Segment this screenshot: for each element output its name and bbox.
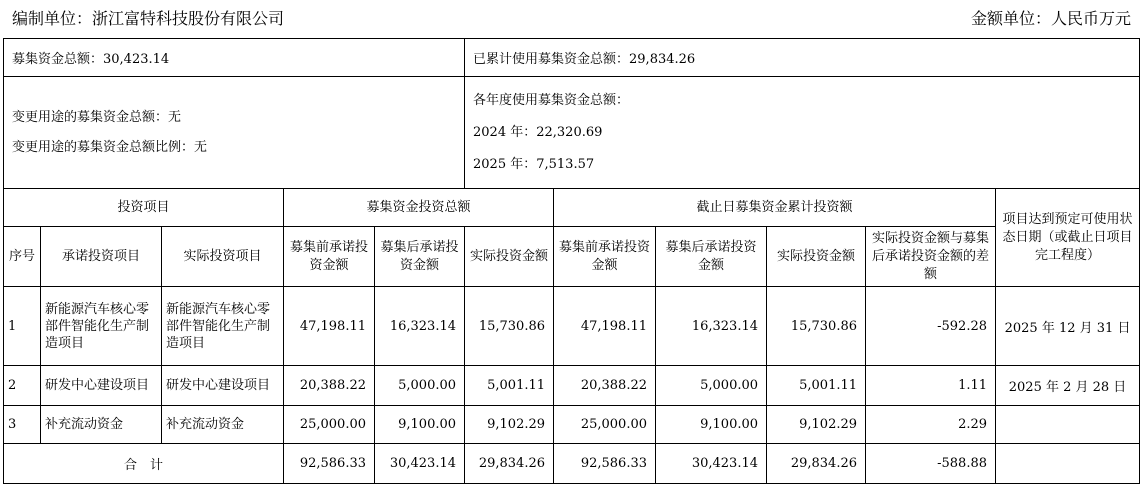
committed-project-header: 承诺投资项目 — [41, 227, 162, 287]
actual-amount-header-2: 实际投资金额 — [767, 227, 866, 287]
fund-usage-table — [3, 38, 1140, 484]
changed-use-amount: 变更用途的募集资金总额：无 — [12, 109, 182, 125]
total-completion-date — [996, 444, 1140, 484]
total-raised: 募集资金总额：30,423.14 — [12, 52, 170, 67]
project-group-header: 投资项目 — [4, 189, 284, 227]
post-committed-cell-2: 9,100.00 — [656, 406, 767, 444]
pre-committed-cell-2: 20,388.22 — [554, 366, 656, 406]
changed-use-ratio: 变更用途的募集资金总额比例：无 — [12, 139, 208, 155]
total-used: 已累计使用募集资金总额：29,834.26 — [473, 52, 696, 67]
changed-use-cell — [4, 77, 465, 189]
total-row — [4, 444, 1140, 484]
total-label: 合 计 — [4, 444, 284, 484]
actual-amount-cell-2: 15,730.86 — [767, 287, 866, 366]
preparer-unit: 编制单位：浙江富特科技股份有限公司 — [12, 9, 285, 28]
table-row — [4, 287, 1140, 366]
pre-committed-cell: 20,388.22 — [284, 366, 375, 406]
total-pre-committed-2: 92,586.33 — [554, 444, 656, 484]
pre-committed-cell: 25,000.00 — [284, 406, 375, 444]
completion-date-cell: 2025 年 2 月 28 日 — [996, 366, 1140, 406]
difference-cell: 2.29 — [866, 406, 996, 444]
pre-committed-cell-2: 47,198.11 — [554, 287, 656, 366]
currency-unit: 金额单位：人民币万元 — [970, 9, 1131, 28]
seq-header: 序号 — [4, 227, 41, 287]
actual-amount-header: 实际投资金额 — [465, 227, 554, 287]
pre-committed-header-2: 募集前承诺投资金额 — [554, 227, 656, 287]
committed-project-cell: 研发中心建设项目 — [41, 366, 162, 406]
seq-cell: 3 — [4, 406, 41, 444]
actual-project-cell: 补充流动资金 — [162, 406, 284, 444]
post-committed-cell-2: 5,000.00 — [656, 366, 767, 406]
total-difference: -588.88 — [866, 444, 996, 484]
pre-committed-cell-2: 25,000.00 — [554, 406, 656, 444]
actual-amount-cell: 9,102.29 — [465, 406, 554, 444]
post-committed-cell: 16,323.14 — [375, 287, 465, 366]
annual-use-cell — [465, 77, 1140, 189]
difference-cell: 1.11 — [866, 366, 996, 406]
actual-amount-cell-2: 5,001.11 — [767, 366, 866, 406]
difference-header: 实际投资金额与募集后承诺投资金额的差额 — [866, 227, 996, 287]
committed-project-cell: 补充流动资金 — [41, 406, 162, 444]
total-used-cell — [465, 39, 1140, 77]
cumulative-header: 截止日募集资金累计投资额 — [554, 189, 996, 227]
pre-committed-cell: 47,198.11 — [284, 287, 375, 366]
actual-amount-cell: 5,001.11 — [465, 366, 554, 406]
actual-project-cell: 研发中心建设项目 — [162, 366, 284, 406]
actual-project-cell: 新能源汽车核心零部件智能化生产制造项目 — [162, 287, 284, 366]
post-committed-header: 募集后承诺投资金额 — [375, 227, 465, 287]
invest-total-header: 募集资金投资总额 — [284, 189, 554, 227]
completion-date-cell: 2025 年 12 月 31 日 — [996, 287, 1140, 366]
total-actual-amount-2: 29,834.26 — [767, 444, 866, 484]
post-committed-header-2: 募集后承诺投资金额 — [656, 227, 767, 287]
total-post-committed: 30,423.14 — [375, 444, 465, 484]
post-committed-cell: 9,100.00 — [375, 406, 465, 444]
total-actual-amount: 29,834.26 — [465, 444, 554, 484]
pre-committed-header: 募集前承诺投资金额 — [284, 227, 375, 287]
seq-cell: 2 — [4, 366, 41, 406]
completion-date-header: 项目达到预定可使用状态日期（或截止日项目完工程度） — [996, 189, 1140, 287]
actual-amount-cell-2: 9,102.29 — [767, 406, 866, 444]
total-pre-committed: 92,586.33 — [284, 444, 375, 484]
post-committed-cell-2: 16,323.14 — [656, 287, 767, 366]
post-committed-cell: 5,000.00 — [375, 366, 465, 406]
annual-use-2024: 2024 年：22,320.69 — [473, 124, 603, 140]
completion-date-cell — [996, 406, 1140, 444]
annual-use-title: 各年度使用募集资金总额： — [473, 92, 630, 108]
actual-amount-cell: 15,730.86 — [465, 287, 554, 366]
total-raised-cell — [4, 39, 465, 77]
table-row — [4, 406, 1140, 444]
table-row — [4, 366, 1140, 406]
actual-project-header: 实际投资项目 — [162, 227, 284, 287]
seq-cell: 1 — [4, 287, 41, 366]
annual-use-2025: 2025 年：7,513.57 — [473, 156, 595, 172]
difference-cell: -592.28 — [866, 287, 996, 366]
committed-project-cell: 新能源汽车核心零部件智能化生产制造项目 — [41, 287, 162, 366]
total-post-committed-2: 30,423.14 — [656, 444, 767, 484]
